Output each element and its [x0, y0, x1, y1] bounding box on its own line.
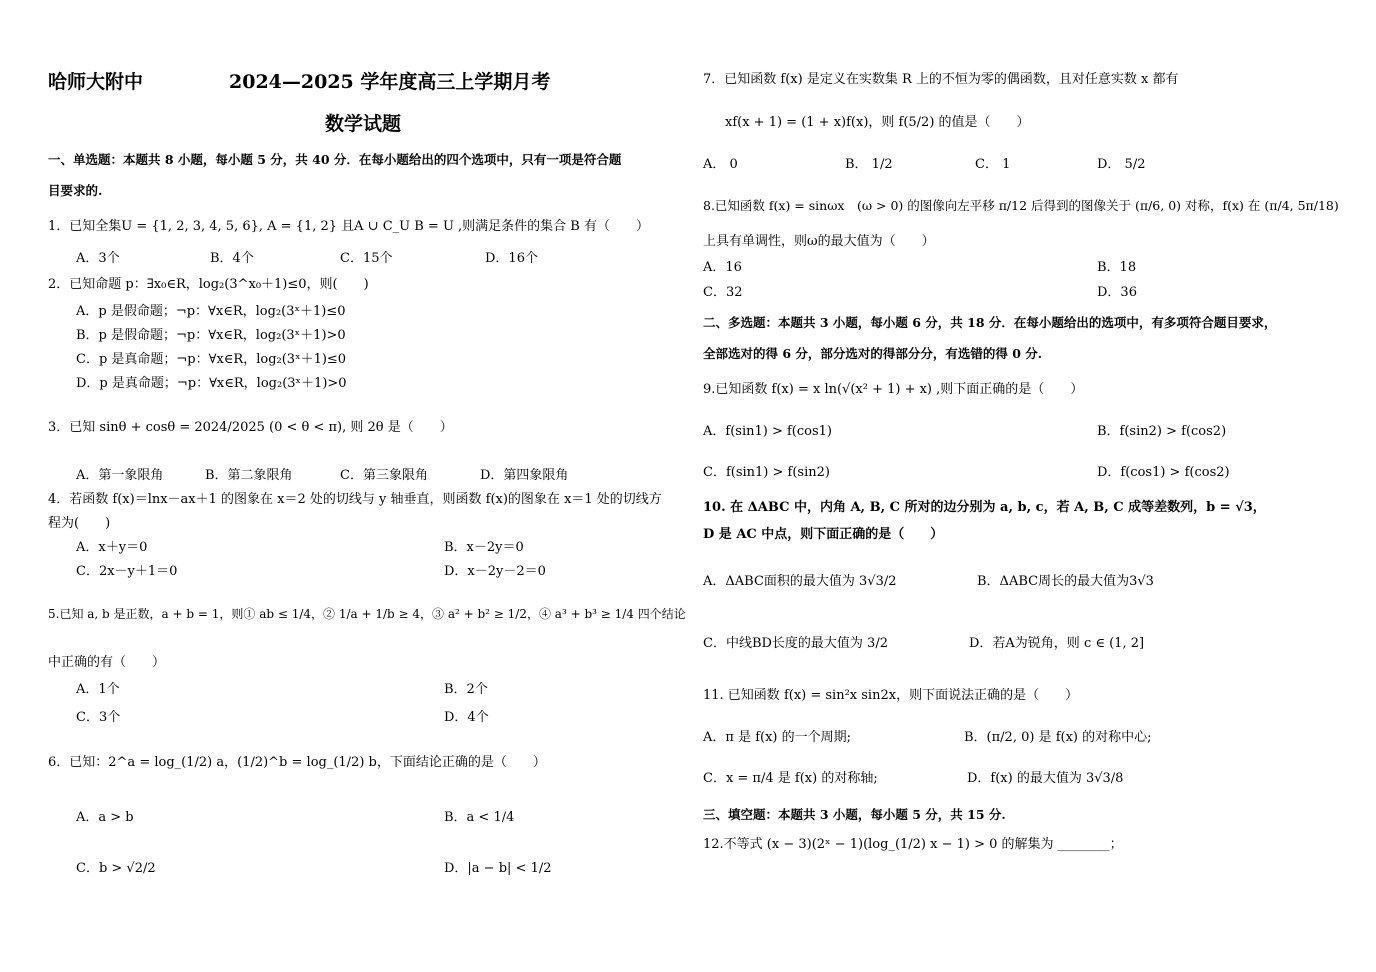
q11-option-a: A．π 是 f(x) 的一个周期;: [703, 730, 851, 745]
q1-stem: 1．已知全集U = {1, 2, 3, 4, 5, 6}, A = {1, 2} 且A ∪ C_U B = U ,则满足条件的集合 B 有（ ）: [48, 219, 649, 234]
q10-option-d: D．若A为锐角，则 c ∈ (1, 2]: [969, 636, 1145, 651]
q2-stem: 2．已知命题 p：∃x₀∈R，log₂(3^x₀＋1)≤0，则( ): [48, 277, 369, 292]
q9-stem: 9.已知函数 f(x) = x ln(√(x² + 1) + x) ,则下面正确的是（ ）: [703, 382, 1084, 397]
q4-stem: 4．若函数 f(x)＝lnx－ax＋1 的图象在 x＝2 处的切线与 y 轴垂直，则函数 f(x)的图象在 x＝1 处的切线方: [48, 492, 662, 507]
q1-option-d: D．16个: [485, 251, 538, 266]
school-name: 哈师大附中: [48, 71, 144, 93]
q6-option-d: D．|a − b| < 1/2: [444, 861, 552, 876]
section-2-heading: 二、多选题：本题共 3 小题，每小题 6 分，共 18 分．在每小题给出的选项中，有多项符合题目要求，: [703, 315, 1277, 330]
q8-option-d: D．36: [1097, 285, 1137, 300]
q10-option-b: B．ΔABC周长的最大值为3√3: [977, 574, 1154, 589]
q9-option-d: D．f(cos1) > f(cos2): [1097, 465, 1230, 480]
q5-option-c: C．3个: [76, 710, 121, 725]
q3-stem: 3．已知 sinθ + cosθ = 2024/2025 (0 < θ < π), 则 2θ 是（ ）: [48, 420, 453, 435]
q2-option-b: B．p 是假命题；¬p：∀x∈R，log₂(3ˣ＋1)>0: [76, 328, 346, 343]
q10-option-a: A．ΔABC面积的最大值为 3√3/2: [703, 574, 897, 589]
q12-stem: 12.不等式 (x − 3)(2ˣ − 1)(log_(1/2) x − 1) > 0 的解集为 ________；: [703, 837, 1123, 852]
q6-option-c: C．b > √2/2: [76, 861, 156, 876]
q1-option-b: B．4个: [210, 251, 254, 266]
q7-stem: 7．已知函数 f(x) 是定义在实数集 R 上的不恒为零的偶函数，且对任意实数 x 都有: [703, 72, 1179, 87]
section-1-heading-cont: 目要求的.: [48, 183, 103, 198]
q9-option-b: B．f(sin2) > f(cos2): [1097, 424, 1227, 439]
q2-option-d: D．p 是真命题；¬p：∀x∈R，log₂(3ˣ＋1)>0: [76, 376, 347, 391]
q2-option-c: C．p 是真命题；¬p：∀x∈R，log₂(3ˣ＋1)≤0: [76, 352, 347, 367]
q1-option-c: C．15个: [340, 251, 393, 266]
q3-option-d: D．第四象限角: [480, 468, 569, 483]
q8-option-a: A．16: [703, 260, 742, 275]
q11-option-d: D．f(x) 的最大值为 3√3/8: [967, 771, 1124, 786]
q2-option-a: A．p 是假命题；¬p：∀x∈R，log₂(3ˣ＋1)≤0: [76, 304, 346, 319]
q10-stem: 10. 在 ΔABC 中，内角 A, B, C 所对的边分别为 a, b, c，若 A, B, C 成等差数列，b = √3，: [703, 500, 1266, 515]
q11-option-c: C．x = π/4 是 f(x) 的对称轴;: [703, 771, 878, 786]
section-3-heading: 三、填空题：本题共 3 小题，每小题 5 分，共 15 分.: [703, 807, 1006, 822]
q5-stem-cont: 中正确的有（ ）: [48, 655, 166, 670]
q6-option-b: B．a < 1/4: [444, 810, 515, 825]
q8-stem: 8.已知函数 f(x) = sinωx (ω > 0) 的图像向左平移 π/12 后得到的图像关于 (π/6, 0) 对称，f(x) 在 (π/4, 5π/18): [703, 198, 1339, 213]
q1-option-a: A．3个: [76, 251, 120, 266]
q11-stem: 11. 已知函数 f(x) = sin²x sin2x，则下面说法正确的是（ ）: [703, 688, 1079, 703]
section-1-heading: 一、单选题：本题共 8 小题，每小题 5 分，共 40 分．在每小题给出的四个选项中，只有一项是符合题: [48, 152, 622, 167]
q7-option-b: B． 1/2: [845, 157, 893, 172]
q8-stem-cont: 上具有单调性，则ω的最大值为（ ）: [703, 234, 935, 249]
q3-option-b: B．第二象限角: [205, 468, 293, 483]
q5-option-a: A．1个: [76, 682, 120, 697]
q3-option-c: C．第三象限角: [340, 468, 428, 483]
q6-option-a: A．a > b: [76, 810, 134, 825]
q4-option-c: C．2x－y＋1＝0: [76, 564, 178, 579]
q9-option-a: A．f(sin1) > f(cos1): [703, 424, 832, 439]
q7-option-c: C． 1: [975, 157, 1011, 172]
q8-option-b: B．18: [1097, 260, 1137, 275]
q4-stem-cont: 程为( ): [48, 516, 111, 531]
q7-stem-cont: xf(x + 1) = (1 + x)f(x)，则 f(5/2) 的值是（ ）: [725, 115, 1030, 130]
exam-term: 2024—2025 学年度高三上学期月考: [229, 71, 551, 93]
q3-option-a: A．第一象限角: [76, 468, 164, 483]
q9-option-c: C．f(sin1) > f(sin2): [703, 465, 830, 480]
q8-option-c: C．32: [703, 285, 743, 300]
q7-option-d: D． 5/2: [1097, 157, 1146, 172]
q4-option-d: D．x－2y－2＝0: [444, 564, 546, 579]
q5-stem: 5.已知 a, b 是正数，a + b = 1，则① ab ≤ 1/4，② 1/a + 1/b ≥ 4，③ a² + b² ≥ 1/2，④ a³ + b³ ≥ 1/4 四个结论: [48, 607, 686, 621]
exam-subject: 数学试题: [325, 113, 402, 135]
q10-stem-cont: D 是 AC 中点，则下面正确的是（ ）: [703, 527, 944, 542]
q4-option-b: B．x－2y＝0: [444, 540, 524, 555]
q10-option-c: C．中线BD长度的最大值为 3/2: [703, 636, 888, 651]
q7-option-a: A． 0: [703, 157, 738, 172]
q6-stem: 6．已知：2^a = log_(1/2) a，(1/2)^b = log_(1/2) b，下面结论正确的是（ ）: [48, 755, 546, 770]
q4-option-a: A．x＋y＝0: [76, 540, 148, 555]
section-2-heading-cont: 全部选对的得 6 分，部分选对的得部分分，有选错的得 0 分.: [703, 346, 1043, 361]
q5-option-d: D．4个: [444, 710, 489, 725]
q11-option-b: B．(π/2, 0) 是 f(x) 的对称中心;: [964, 730, 1152, 745]
q5-option-b: B．2个: [444, 682, 488, 697]
